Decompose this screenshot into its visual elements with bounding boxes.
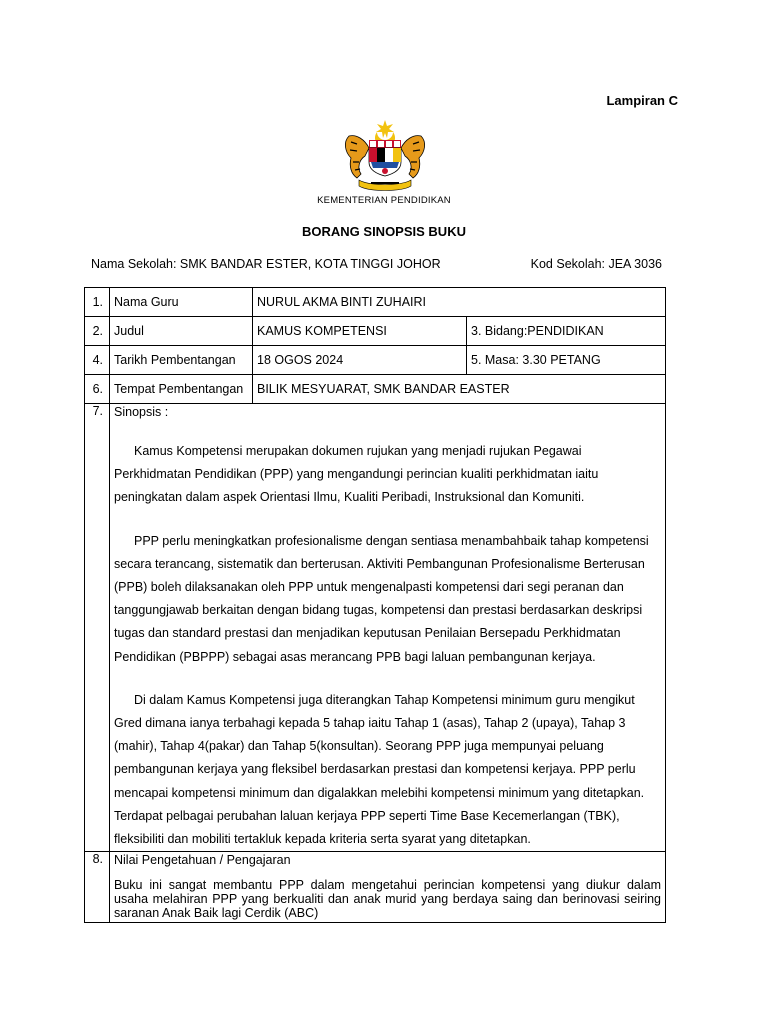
synopsis-paragraph: Di dalam Kamus Kompetensi juga diterangkan Tahap Kompetensi minimum guru mengikut Gred dimana ianya terbahagi kepada 5 tahap iaitu Tahap 1 (asas), Tahap 2 (upaya), Tahap 3 (mahir), Tahap 4(pakar) dan Tahap 5(konsultan). Seorang PPP juga mempunyai peluang pembangunan kerjaya yang fleksibel berdasarkan prestasi dan kompetensi kerjaya. PPP perlu mencapai kompetensi minimum dan digalakkan melebihi kompetensi minimum yang ditetapkan. Terdapat pelbagai perubahan laluan kerjaya PPP seperti Time Base Kecemerlangan (TBK), fleksibiliti dan mobiliti tertakluk kepada kriteria serta syarat yang ditetapkan. [114, 692, 645, 847]
malaysia-coat-of-arms-icon [339, 118, 431, 192]
teacher-name-value: NURUL AKMA BINTI ZUHAIRI [253, 288, 666, 317]
title-label: Judul [110, 317, 253, 346]
time-value: 5. Masa: 3.30 PETANG [467, 346, 666, 375]
table-row [85, 288, 666, 317]
value-cell [110, 852, 666, 923]
synopsis-cell [110, 404, 666, 852]
row-number: 4. [85, 346, 110, 375]
row-number: 7. [85, 404, 110, 852]
title-value: KAMUS KOMPETENSI [253, 317, 467, 346]
row-number: 2. [85, 317, 110, 346]
table-row [85, 852, 666, 923]
row-number: 6. [85, 375, 110, 404]
field-value: 3. Bidang:PENDIDIKAN [467, 317, 666, 346]
ministry-name: KEMENTERIAN PENDIDIKAN [317, 195, 451, 206]
presentation-date-value: 18 OGOS 2024 [253, 346, 467, 375]
synopsis-label: Sinopsis : [114, 405, 169, 419]
synopsis-form-table [84, 287, 666, 923]
value-label: Nilai Pengetahuan / Pengajaran [114, 853, 291, 868]
row-number: 1. [85, 288, 110, 317]
synopsis-paragraph: PPP perlu meningkatkan profesionalisme dengan sentiasa menambahbaik tahap kompetensi secara terancang, sistematik dan berterusan. Aktiviti Pembangunan Profesionalisme Berterusan (PPB) boleh dilaksanakan oleh PPP untuk mengenalpasti kompetensi dari segi peranan dan tanggungjawab berkaitan dengan bidang tugas, kompetensi dan prestasi berdasarkan deskripsi tugas dan standard prestasi dan menjadikan keputusan Penilaian Bersepadu Perkhidmatan Pendidikan (PBPPP) sebagai asas merancang PPB bagi laluan pembangunan kerjaya. [114, 533, 649, 664]
presentation-date-label: Tarikh Pembentangan [110, 346, 253, 375]
table-row [85, 375, 666, 404]
school-code: Kod Sekolah: JEA 3036 [530, 257, 662, 271]
row-number: 8. [85, 852, 110, 923]
synopsis-paragraph: Kamus Kompetensi merupakan dokumen rujukan yang menjadi rujukan Pegawai Perkhidmatan Pendidikan (PPP) yang mengandungi perincian kualiti perkhidmatan iaitu peningkatan dalam aspek Orientasi Ilmu, Kualiti Peribadi, Instruksional dan Komuniti. [114, 444, 599, 505]
school-name: Nama Sekolah: SMK BANDAR ESTER, KOTA TINGGI JOHOR [91, 257, 441, 271]
presentation-venue-value: BILIK MESYUARAT, SMK BANDAR EASTER [253, 375, 666, 404]
presentation-venue-label: Tempat Pembentangan [110, 375, 253, 404]
form-title: BORANG SINOPSIS BUKU [302, 224, 466, 239]
teacher-name-label: Nama Guru [110, 288, 253, 317]
value-text: Buku ini sangat membantu PPP dalam mengetahui perincian kompetensi yang diukur dalam usaha melahiran PPP yang berkualiti dan anak murid yang berdaya saing dan berinovasi seiring saranan Anak Baik lagi Cerdik (ABC) [114, 878, 661, 921]
table-row [85, 346, 666, 375]
table-row [85, 317, 666, 346]
table-row [85, 404, 666, 852]
appendix-label: Lampiran C [606, 93, 678, 108]
